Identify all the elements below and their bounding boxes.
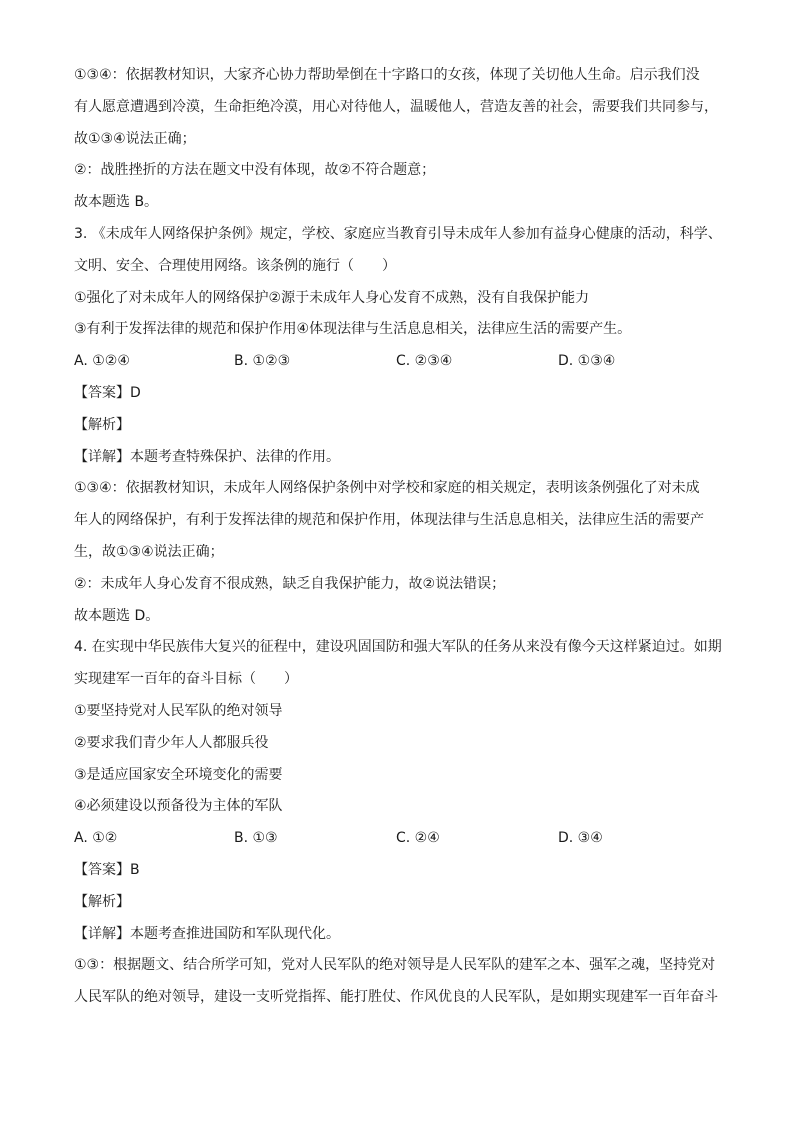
text-line: 故①③④说法正确； [74, 130, 196, 147]
question-4-detail: ①③：根据题文、结合所学可知，党对人民军队的绝对领导是人民军队的建军之本、强军之魂，坚持党对 [74, 957, 716, 974]
text-line: 故本题选 B。 [74, 194, 159, 211]
document-page [74, 60, 734, 1014]
text-line: 有人愿意遭遇到冷漠，生命拒绝冷漠，用心对待他人，温暖他人，营造友善的社会，需要我们共同参与， [74, 98, 718, 115]
question-3-detail: 【详解】本题考查特殊保护、法律的作用。 [74, 448, 340, 465]
question-4-analysis-heading: 【解析】 [74, 893, 130, 910]
question-3-detail: 生，故①③④说法正确； [74, 543, 224, 560]
question-4-detail: 人民军队的绝对领导，建设一支听党指挥、能打胜仗、作风优良的人民军队，是如期实现建军一百年奋斗 [74, 989, 718, 1006]
question-4-options [74, 823, 734, 855]
question-3-detail: 故本题选 D。 [74, 607, 160, 624]
option-c: C. ②④ [396, 830, 440, 847]
question-3-detail: ①③④：依据教材知识，未成年人网络保护条例中对学校和家庭的相关规定，表明该条例强化了对未成 [74, 480, 700, 497]
text-line: ①③④：依据教材知识，大家齐心协力帮助晕倒在十字路口的女孩，体现了关切他人生命。启示我们没 [74, 67, 700, 83]
option-d: D. ③④ [558, 830, 603, 847]
question-3-detail: 年人的网络保护，有利于发挥法律的规范和保护作用，体现法律与生活息息相关，法律应生活的需要产 [74, 512, 704, 529]
question-4-statement: ①要坚持党对人民军队的绝对领导 [74, 702, 283, 719]
option-a: A. ①②④ [74, 353, 130, 370]
question-3-stem: 文明、安全、合理使用网络。该条例的施行（ ） [74, 257, 396, 274]
question-4-statement: ③是适应国家安全环境变化的需要 [74, 766, 283, 783]
option-b: B. ①③ [234, 830, 278, 847]
question-3-analysis-heading: 【解析】 [74, 416, 130, 433]
question-3-options [74, 346, 734, 378]
option-a: A. ①② [74, 830, 118, 847]
option-d: D. ①③④ [558, 353, 616, 370]
question-3-statement: ①强化了对未成年人的网络保护②源于未成年人身心发育不成熟，没有自我保护能力 [74, 289, 590, 306]
question-3-answer: 【答案】D [74, 384, 141, 401]
question-4-answer: 【答案】B [74, 861, 140, 878]
question-4-statement: ④必须建设以预备役为主体的军队 [74, 798, 283, 815]
option-c: C. ②③④ [396, 353, 453, 370]
question-3-stem: 3. 《未成年人网络保护条例》规定，学校、家庭应当教育引导未成年人参加有益身心健康的活动，科学、 [74, 225, 722, 242]
question-4-statement: ②要求我们青少年人人都服兵役 [74, 734, 269, 751]
question-4-stem: 4. 在实现中华民族伟大复兴的征程中，建设巩固国防和强大军队的任务从来没有像今天这样紧迫过。如期 [74, 639, 722, 656]
text-line: ②：战胜挫折的方法在题文中没有体现，故②不符合题意； [74, 162, 436, 179]
question-4-stem: 实现建军一百年的奋斗目标（ ） [74, 671, 298, 688]
question-3-detail: ②：未成年人身心发育不很成熟，缺乏自我保护能力，故②说法错误； [74, 575, 506, 592]
question-3-statement: ③有利于发挥法律的规范和保护作用④体现法律与生活息息相关，法律应生活的需要产生。 [74, 321, 632, 338]
option-b: B. ①②③ [234, 353, 291, 370]
question-4-detail: 【详解】本题考查推进国防和军队现代化。 [74, 925, 340, 942]
